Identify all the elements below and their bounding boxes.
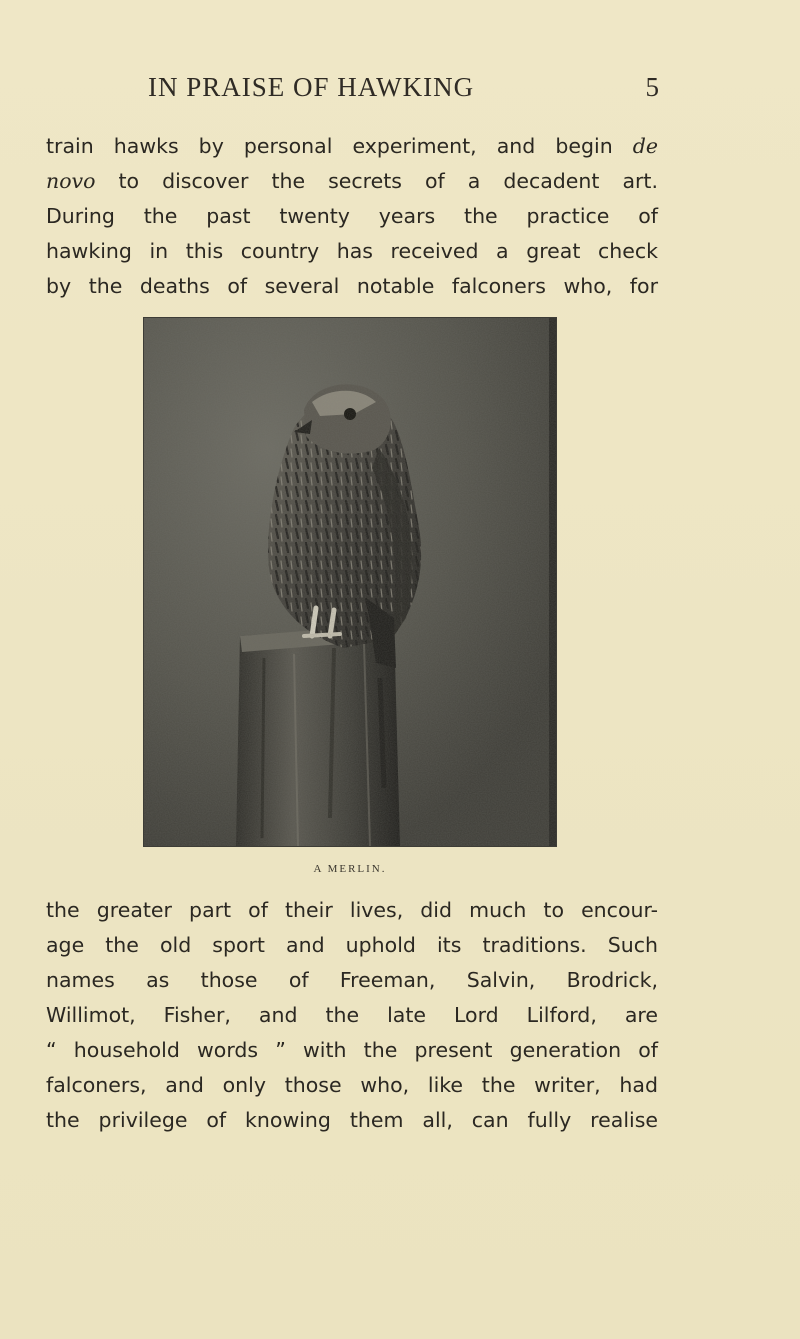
text-line: [46, 164, 658, 199]
text-line: age the old sport and uphold its traditions. Such: [46, 933, 658, 957]
merlin-illustration: [144, 318, 556, 846]
paragraph-top: [46, 129, 658, 304]
photo-grain: [144, 318, 556, 846]
text-line: names as those of Freeman, Salvin, Brodrick,: [46, 968, 658, 992]
paragraph-bottom: [46, 893, 658, 1138]
running-head: [148, 72, 660, 112]
merlin-photograph: [144, 318, 556, 846]
text-line: the greater part of their lives, did much to encour-: [46, 898, 658, 922]
page-number: 5: [645, 72, 660, 102]
text-line: “ household words ” with the present generation of: [46, 1038, 658, 1062]
italic-run: de: [632, 134, 658, 158]
text-line: Willimot, Fisher, and the late Lord Lilford, are: [46, 1003, 658, 1027]
text-line: [46, 234, 658, 269]
text-run: train hawks by personal experiment, and begin: [46, 134, 633, 158]
text-run: to discover the secrets of a decadent art.: [95, 169, 658, 193]
italic-run: novo: [46, 169, 96, 193]
text-line: [46, 199, 658, 234]
text-line: the privilege of knowing them all, can fully realise: [46, 1108, 658, 1132]
text-run: by the deaths of several notable falconers who, for: [46, 274, 658, 298]
plate-caption: A MERLIN.: [313, 863, 387, 875]
text-line: falconers, and only those who, like the writer, had: [46, 1073, 658, 1097]
text-line: [46, 269, 658, 304]
text-run: During the past twenty years the practice of: [46, 204, 658, 228]
text-run: hawking in this country has received a great check: [46, 239, 658, 263]
running-head-title: IN PRAISE OF HAWKING: [148, 72, 475, 102]
text-line: [46, 129, 658, 164]
